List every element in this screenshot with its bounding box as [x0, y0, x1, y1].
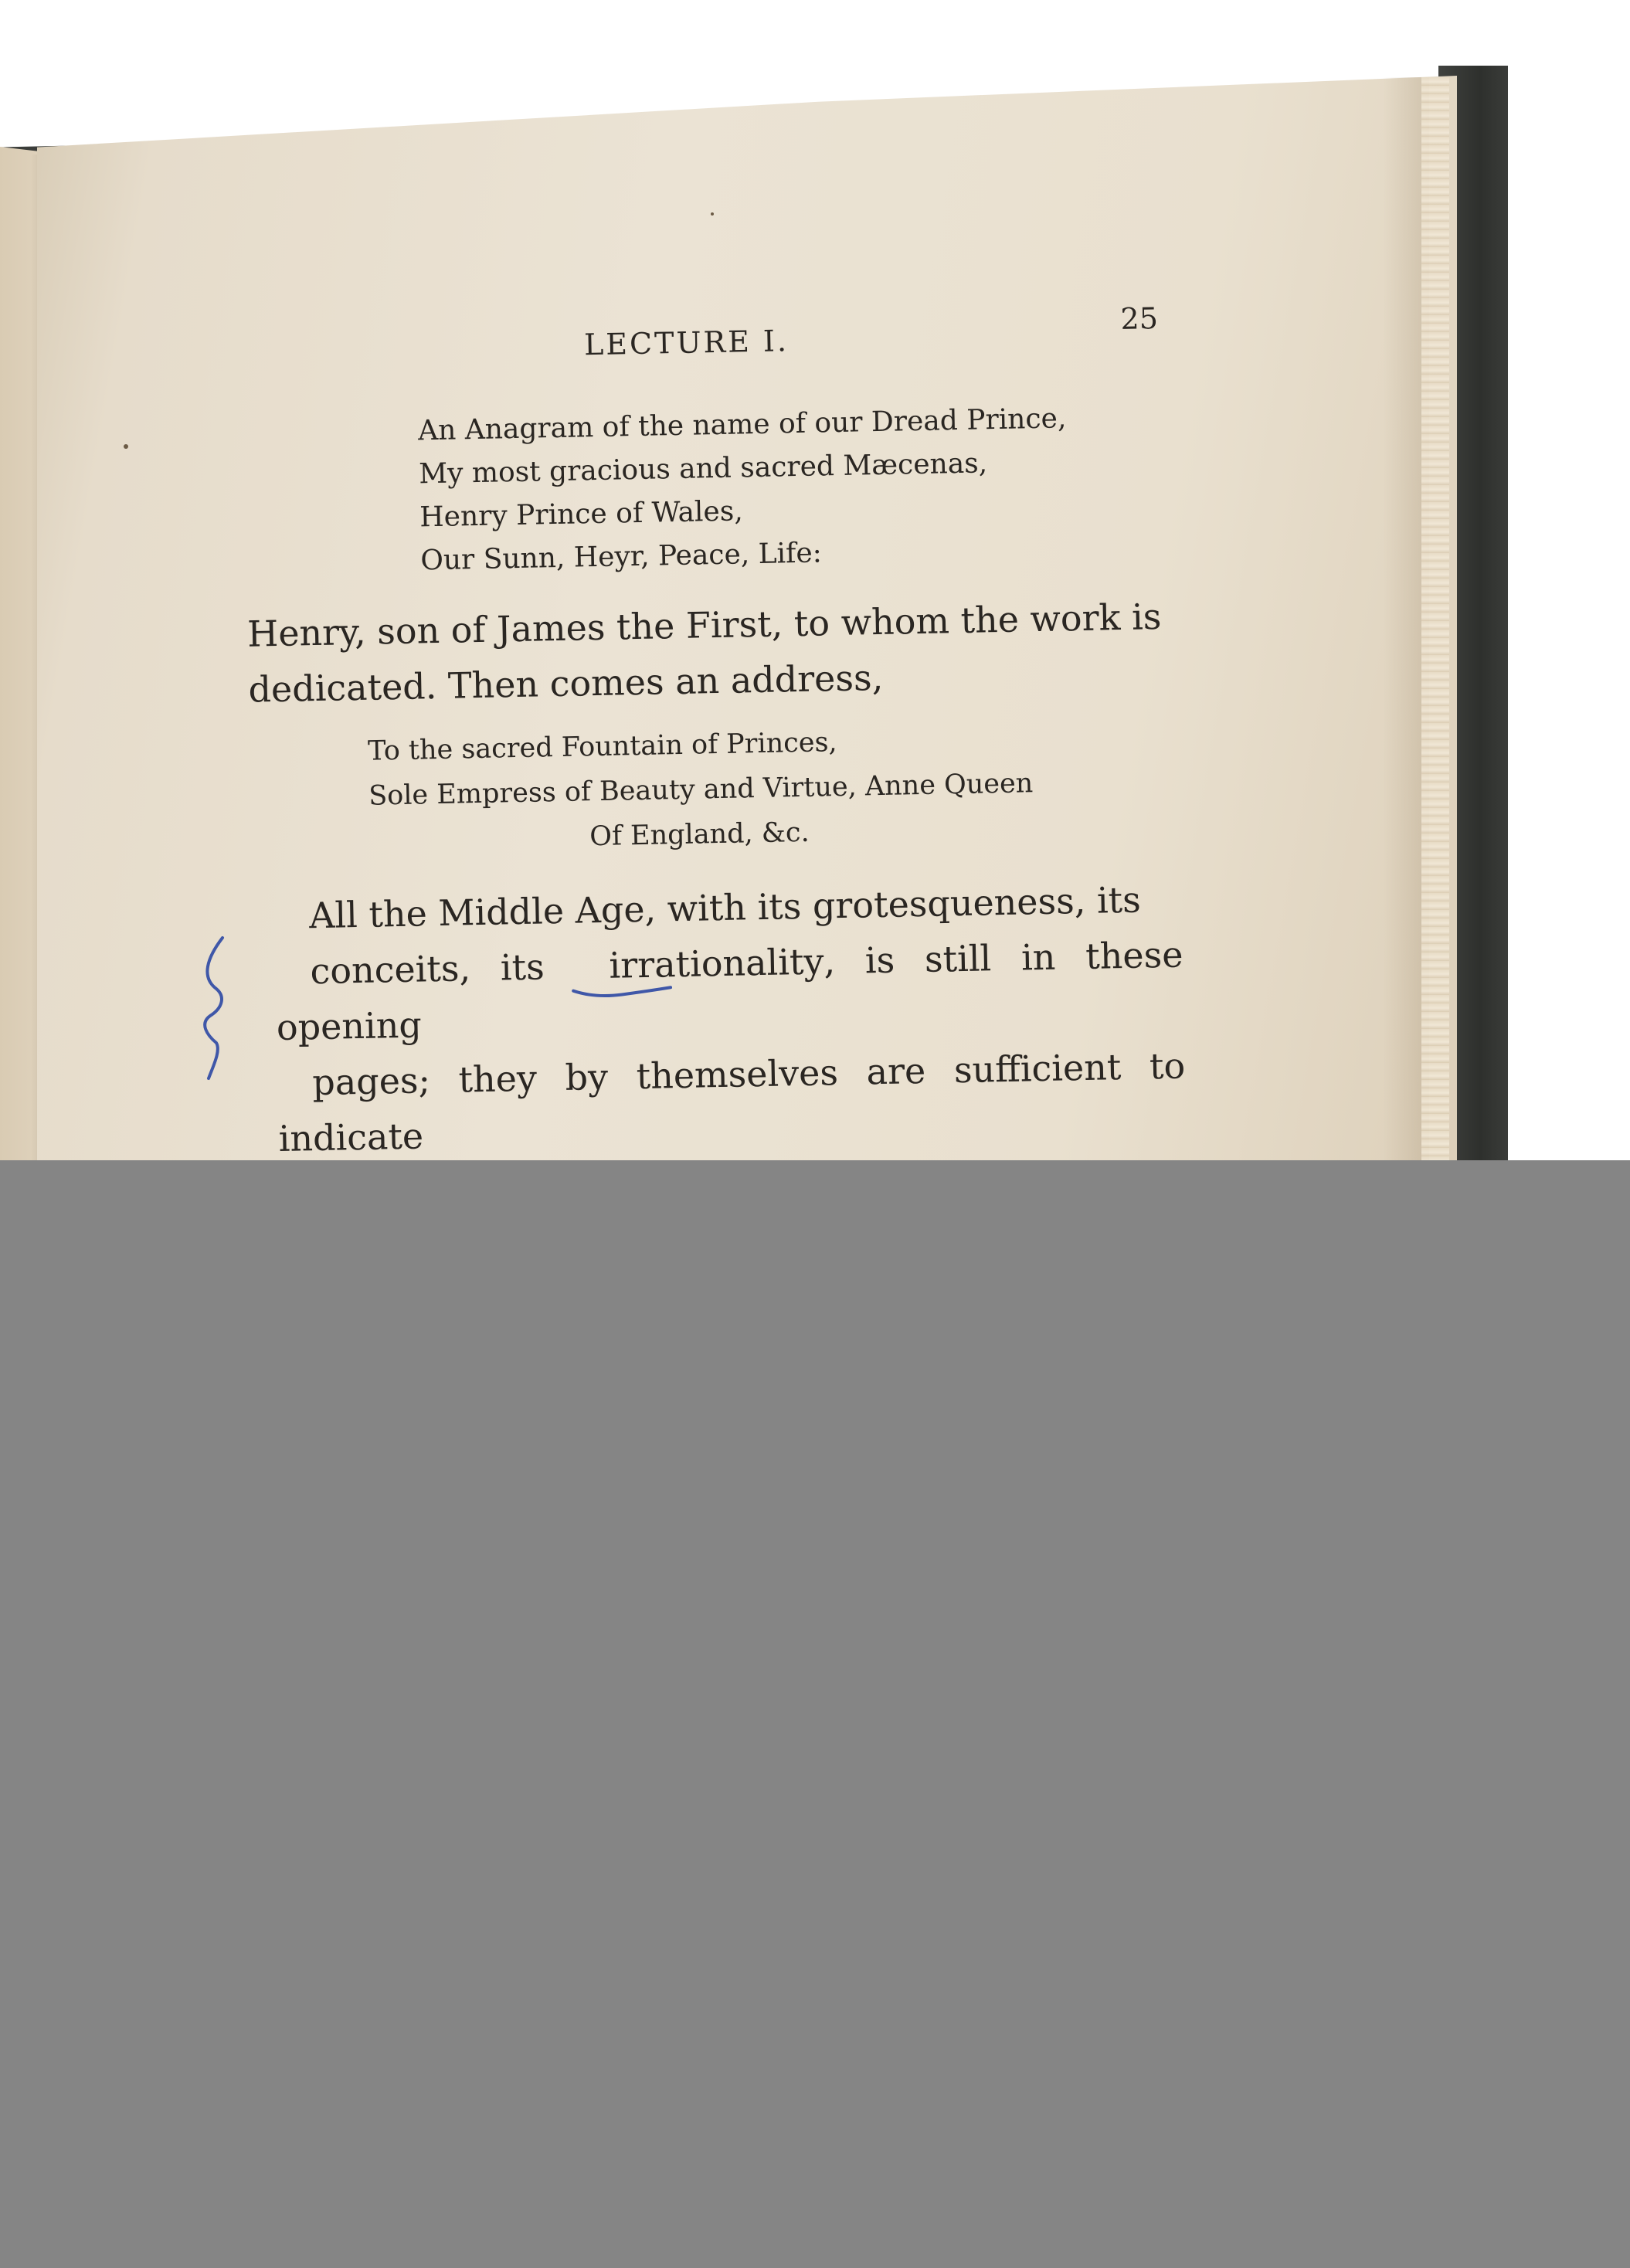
paper-speck [711, 212, 714, 216]
dedication-verse [418, 395, 1187, 582]
page-text [232, 287, 1200, 1278]
gray-occluding-panel [0, 1160, 1630, 2268]
text-segment: conceits, its [310, 945, 576, 993]
text-segment: irrationality [608, 940, 824, 986]
verse-line: An Anagram of the name of our Dread Prince, [417, 402, 1067, 447]
verse-line: Our Sunn, Heyr, Peace, Life: [420, 537, 823, 577]
paragraph-1 [246, 589, 1176, 718]
verse-line: To the sacred Fountain of Princes, [367, 727, 837, 767]
verse-line: Of England, &c. [589, 817, 810, 853]
running-title: LECTURE I. [583, 324, 790, 362]
paper-speck [124, 444, 128, 449]
underlined-word [574, 933, 824, 993]
prose-line: dedicated. Then comes an address, [248, 656, 884, 711]
pen-margin-bracket-mark [193, 935, 239, 1081]
prose-line-with-underline [275, 927, 1185, 1056]
pen-underline-mark [572, 984, 672, 1000]
address-verse [368, 713, 1193, 863]
prose-line: All the Middle Age, with its grotesqueness, its [308, 878, 1142, 937]
verse-line: My most gracious and sacred Mæcenas, [418, 447, 988, 491]
verse-line: Sole Empress of Beauty and Virtue, Anne Queen [368, 768, 1034, 812]
prose-line: pages; they by themselves are sufficient to indicate [278, 1044, 1186, 1160]
prose-line: Henry, son of James the First, to whom the work is [246, 595, 1162, 655]
page-fore-edge [1421, 77, 1449, 1160]
verse-line: Henry Prince of Wales, [419, 495, 744, 534]
page-number: 25 [1120, 300, 1159, 336]
text-segment: , is still in these opening [276, 933, 1183, 1049]
